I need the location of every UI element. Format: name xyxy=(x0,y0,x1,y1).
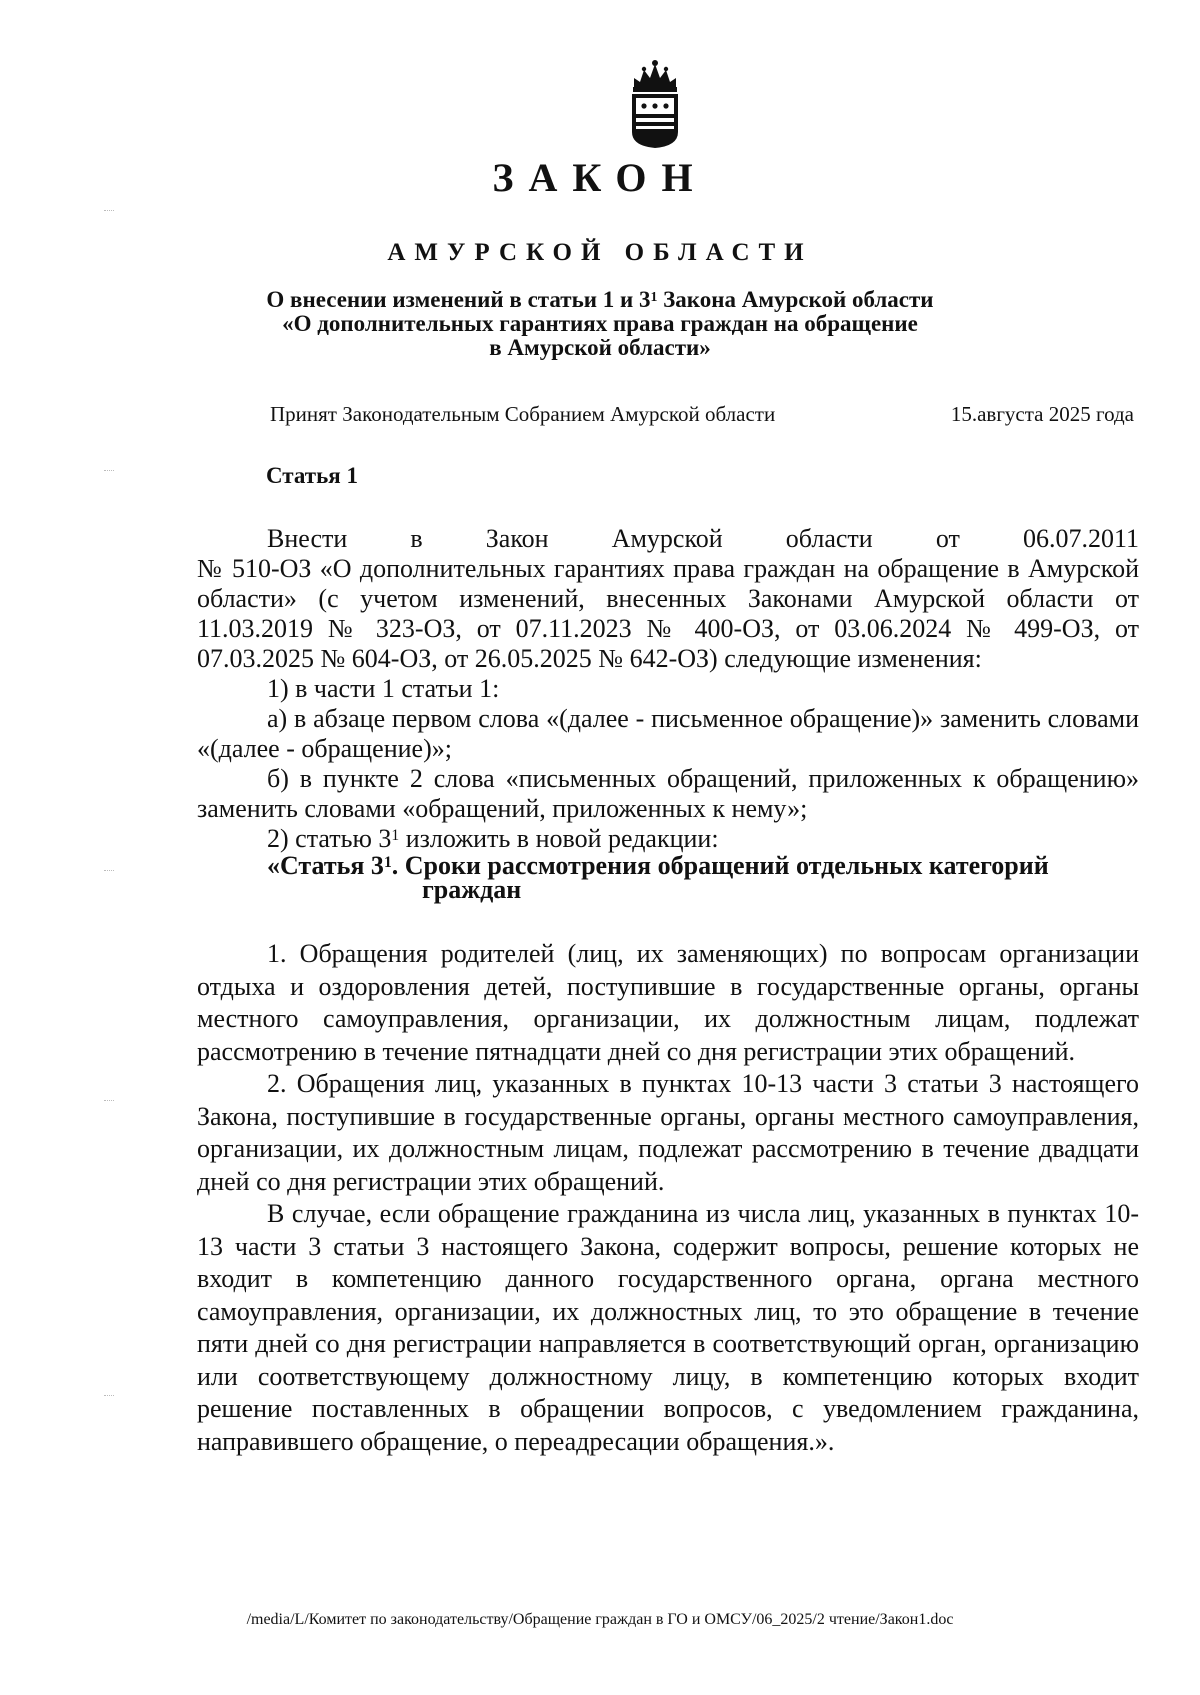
intro-rest: № 510-ОЗ «О дополнительных гарантиях права граждан на обращение в Амурской области» (с учетом изменений, внесенных Законами Амурской области от 11.03.2019 № 323-ОЗ, от 07.11.2023 № 400-ОЗ, от 03.06.2024 № 499-ОЗ, от 07.03.2025 № 604-ОЗ, от 26.05.2025 № 642-ОЗ) следующие изменения: xyxy=(197,554,1139,673)
file-path-footer: /media/L/Комитет по законодательству/Обращение граждан в ГО и ОМСУ/06_2025/2 чтение/Закон1.doc xyxy=(246,1611,954,1628)
heading-line-2: «О дополнительных гарантиях права граждан на обращение xyxy=(282,311,918,336)
document-body xyxy=(197,524,1139,1458)
adopted-by: Принят Законодательным Собранием Амурской области xyxy=(270,402,776,426)
new-article-title: «Статья $3^1$. Сроки рассмотрения обращений отдельных категорий граждан xyxy=(267,854,1139,902)
scan-mark xyxy=(104,470,114,473)
coat-of-arms-icon xyxy=(626,58,684,150)
scan-mark xyxy=(104,870,114,873)
paragraph-1: 1. Обращения родителей (лиц, их заменяющих) по вопросам организации отдыха и оздоровления детей, поступившие в государственные органы, органы местного самоуправления, организации, их должностным лицам, подлежат рассмотрению в течение пятнадцати дней со дня регистрации этих обращений. xyxy=(197,939,1139,1066)
scan-mark xyxy=(104,1100,114,1103)
document-title: ЗАКОН xyxy=(492,155,708,200)
intro-paragraph xyxy=(197,524,1139,674)
item-1a: а) в абзаце первом слова «(далее - письменное обращение)» заменить словами «(далее - обращение)»; xyxy=(197,704,1139,763)
adopted-date: 15.августа 2025 года xyxy=(950,402,1134,426)
intro-first-line: Внести в Закон Амурской области от 06.07.2011 xyxy=(267,524,1139,553)
paragraph-2: 2. Обращения лиц, указанных в пунктах 10-13 части 3 статьи 3 настоящего Закона, поступившие в государственные органы, органы местного самоуправления, организации, их должностным лицам, подлежат рассмотрению в течение двадцати дней со дня регистрации этих обращений. xyxy=(197,1069,1139,1196)
heading-line-1: О внесении изменений в статьи 1 и $3^1$ Закона Амурской области xyxy=(266,287,934,312)
spacer xyxy=(197,902,1139,938)
new-article-title-line-2: граждан xyxy=(422,875,522,904)
item-2: 2) статью $3^1$ изложить в новой редакции: xyxy=(267,824,719,853)
heading-line-3: в Амурской области» xyxy=(489,335,711,360)
paragraph-3: В случае, если обращение гражданина из числа лиц, указанных в пунктах 10-13 части 3 статьи 3 настоящего Закона, содержит вопросы, решение которых не входит в компетенцию данного государственного органа, органа местного самоуправления, организации, их должностных лиц, то это обращение в течение пяти дней со дня регистрации направляется в соответствующий орган, организацию или соответствующему должностному лицу, в компетенцию которых входит решение поставленных в обращении вопросов, с уведомлением гражданина, направившего обращение, о переадресации обращения.». xyxy=(197,1199,1139,1456)
scan-mark xyxy=(104,1395,114,1398)
scan-mark xyxy=(104,210,114,213)
document-subtitle: АМУРСКОЙ ОБЛАСТИ xyxy=(387,239,813,266)
item-1: 1) в части 1 статьи 1: xyxy=(267,674,500,703)
item-1b: б) в пункте 2 слова «письменных обращений, приложенных к обращению» заменить словами «обращений, приложенных к нему»; xyxy=(197,764,1139,823)
article-title: Статья 1 xyxy=(266,463,358,488)
adoption-line xyxy=(270,402,1134,427)
law-heading xyxy=(150,288,1050,360)
